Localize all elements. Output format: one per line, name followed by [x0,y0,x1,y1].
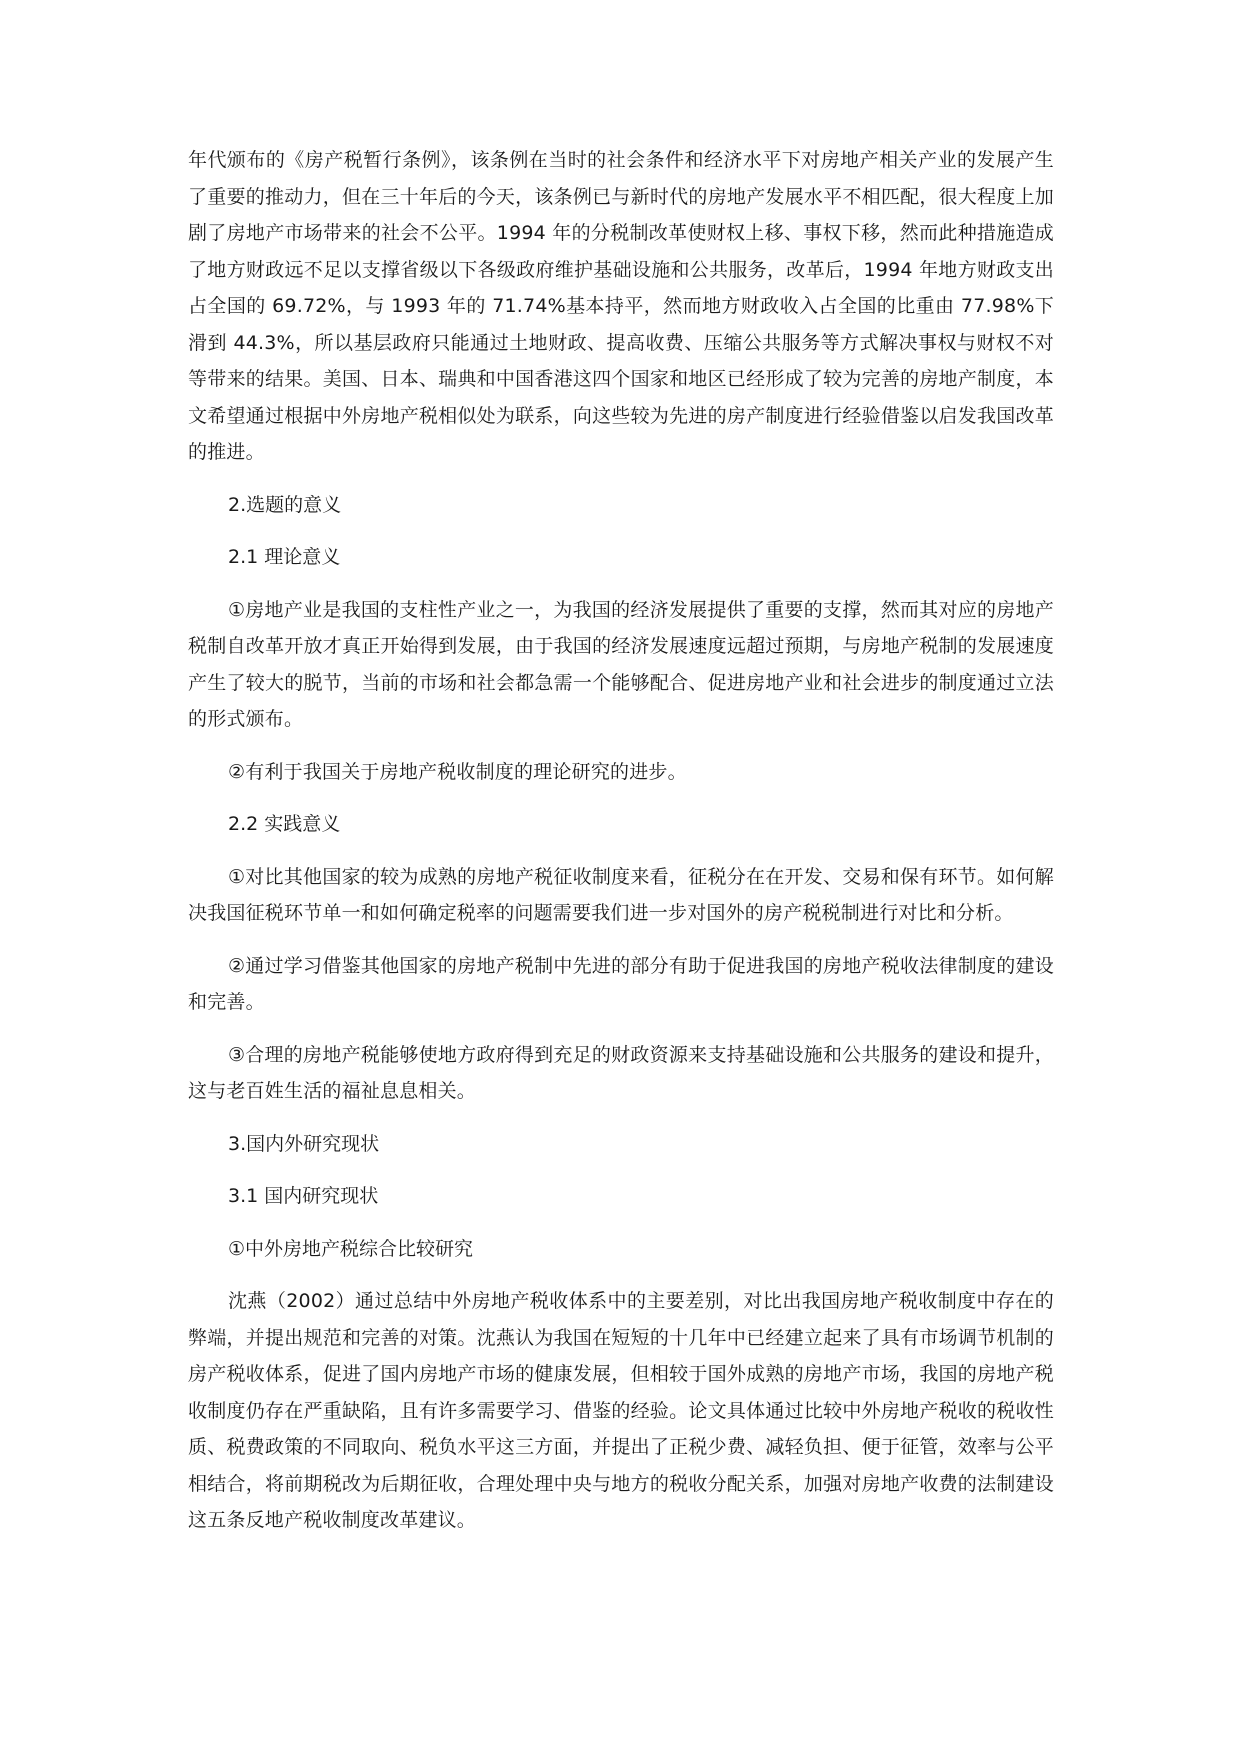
heading-practical-significance: 2.2 实践意义 [228,813,341,835]
document-page [188,142,1054,1539]
paragraph-practice-1: ①对比其他国家的较为成熟的房地产税征收制度来看，征税分在在开发、交易和保有环节。如何解决我国征税环节单一和如何确定税率的问题需要我们进一步对国外的房产税税制进行对比和分析。 [188,865,1054,924]
heading-domestic-research: 3.1 国内研究现状 [228,1185,379,1207]
paragraph-practice-3: ③合理的房地产税能够使地方政府得到充足的财政资源来支持基础设施和公共服务的建设和提升，这与老百姓生活的福祉息息相关。 [188,1043,1054,1102]
heading-theoretical-significance: 2.1 理论意义 [228,546,341,568]
heading-topic-significance: 2.选题的意义 [228,493,342,516]
paragraph-theory-2: ②有利于我国关于房地产税收制度的理论研究的进步。 [228,760,687,783]
paragraph-practice-2: ②通过学习借鉴其他国家的房地产税制中先进的部分有助于促进我国的房地产税收法律制度的建设和完善。 [188,954,1054,1013]
heading-research-status: 3.国内外研究现状 [228,1132,380,1155]
paragraph-theory-1: ①房地产业是我国的支柱性产业之一，为我国的经济发展提供了重要的支撑，然而其对应的房地产税制自改革开放才真正开始得到发展，由于我国的经济发展速度远超过预期，与房地产税制的发展速度产生了较大的脱节，当前的市场和社会都急需一个能够配合、促进房地产业和社会进步的制度通过立法的形式颁布。 [188,598,1054,730]
paragraph-background: 年代颁布的《房产税暂行条例》，该条例在当时的社会条件和经济水平下对房地产相关产业的发展产生了重要的推动力，但在三十年后的今天，该条例已与新时代的房地产发展水平不相匹配，很大程度上加剧了房地产市场带来的社会不公平。1994 年的分税制改革使财权上移、事权下移，然而此种措施造成了地方财政远不足以支撑省级以下各级政府维护基础设施和公共服务，改革后，1994 年地方财政支出占全国的 69.72%，与 1993 年的 71.74%基本持平，然而地方财政收入占全国的比重由 77.98%下滑到 44.3%，所以基层政府只能通过土地财政、提高收费、压缩公共服务等方式解决事权与财权不对等带来的结果。美国、日本、瑞典和中国香港这四个国家和地区已经形成了较为完善的房地产制度，本文希望通过根据中外房地产税相似处为联系，向这些较为先进的房产制度进行经验借鉴以启发我国改革的推进。 [188,149,1054,463]
heading-comparative-study: ①中外房地产税综合比较研究 [228,1237,474,1260]
paragraph-shen-yan: 沈燕（2002）通过总结中外房地产税收体系中的主要差别，对比出我国房地产税收制度中存在的弊端，并提出规范和完善的对策。沈燕认为我国在短短的十几年中已经建立起来了具有市场调节机制的房产税收体系，促进了国内房地产市场的健康发展，但相较于国外成熟的房地产市场，我国的房地产税收制度仍存在严重缺陷，且有许多需要学习、借鉴的经验。论文具体通过比较中外房地产税收的税收性质、税费政策的不同取向、税负水平这三方面，并提出了正税少费、减轻负担、便于征管，效率与公平相结合，将前期税改为后期征收，合理处理中央与地方的税收分配关系，加强对房地产收费的法制建设这五条反地产税收制度改革建议。 [188,1290,1054,1531]
